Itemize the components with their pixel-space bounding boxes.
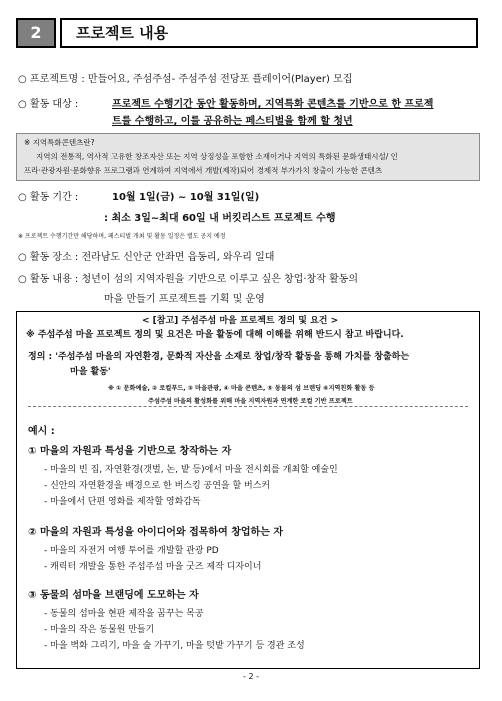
example-item: - 마을의 자전거 여행 투어를 개발할 관광 PD: [44, 546, 219, 556]
section-title: 프로젝트 내용: [60, 18, 478, 48]
definition-sub-line-2: 주섬주섬 마을의 활성화를 위해 마을 지역자원과 연계한 로컬 기반 프로젝트: [148, 398, 353, 405]
definition-line-2: 마을 활동': [70, 367, 111, 377]
examples-label: 예시 :: [28, 426, 55, 437]
note-title: ※ 지역특화콘텐츠란?: [24, 138, 95, 147]
example-group-heading: ① 마을의 자원과 특성을 기반으로 창작하는 자: [28, 446, 232, 457]
example-item: - 마을 벽화 그리기, 마을 숲 가꾸기, 마을 텃밭 가꾸기 등 경관 조성: [44, 641, 305, 651]
period-note: ※ 프로젝트 수행기간만 해당하며, 페스티벌 개최 및 활동 일정은 별도 공지 예정: [18, 233, 226, 240]
activity-place: ○ 활동 장소 : 전라남도 신안군 안좌면 읍동리, 와우리 일대: [18, 252, 275, 263]
activity-content-line-2: 마을 만들기 프로젝트를 기획 및 운영: [104, 294, 265, 305]
example-item: - 마을의 빈 집, 자연환경(갯벌, 논, 밭 등)에서 마을 전시회를 개최할 예술인: [44, 465, 338, 475]
example-item: - 동물의 섬마을 현판 제작을 꿈꾸는 목공: [44, 609, 204, 619]
project-name: ○ 프로젝트명 : 만들어요, 주섬주섬- 주섬주섬 전당포 플레이어(Player) 모집: [18, 74, 353, 85]
note-line-2: 프라·관광자원·문화향유 프로그램과 연계하여 지역에서 개발(제작)되어 경제적 부가가치 창출이 가능한 콘텐츠: [24, 166, 383, 175]
target-line-2: 트를 수행하고, 이를 공유하는 페스티벌을 함께 할 청년: [112, 116, 353, 127]
target-label: ○ 활동 대상 :: [18, 99, 79, 110]
period-label: ○ 활동 기간 :: [18, 192, 79, 203]
section-header: [16, 18, 478, 48]
definition-line-1: 정의 : '주섬주섬 마을의 자연환경, 문화적 자산을 소재로 창업/창작 활동을 통해 가치를 창출하는: [28, 352, 410, 362]
example-item: - 캐릭터 개발을 통한 주섬주섬 마을 굿즈 제작 디자이너: [44, 562, 262, 572]
example-item: - 마을의 작은 동물원 만들기: [44, 625, 155, 635]
reference-title: < [참고] 주섬주섬 마을 프로젝트 정의 및 요건 >: [142, 316, 339, 326]
reference-notice: ※ 주섬주섬 마을 프로젝트 정의 및 요건은 마을 활동에 대해 이해를 위해 반드시 참고 바랍니다.: [26, 330, 404, 340]
section-number: 2: [16, 18, 56, 48]
definition-sub-line-1: ※ ① 문화예술, ② 로컬푸드, ③ 마을관광, ④ 마을 콘텐츠, ⑤ 동물의 섬 브랜딩 ⑥지역친화 활동 등: [108, 385, 375, 392]
activity-content-line-1: ○ 활동 내용 : 청년이 섬의 지역자원을 기반으로 이루고 싶은 창업·창작 활동의: [18, 274, 359, 285]
target-line-1: 프로젝트 수행기간 동안 활동하며, 지역특화 콘텐츠를 기반으로 한 프로젝: [112, 99, 434, 110]
period-dates: 10월 1일(금) ~ 10월 31일(일): [112, 192, 260, 203]
divider: [28, 406, 468, 407]
example-item: - 신안의 자연환경을 배경으로 한 버스킹 공연을 할 버스커: [44, 481, 271, 491]
period-duration: : 최소 3일~최대 60일 내 버킷리스트 프로젝트 수행: [104, 213, 336, 224]
example-item: - 마을에서 단편 영화를 제작할 영화감독: [44, 497, 201, 507]
note-line-1: 지역의 전통적, 역사적 고유한 창조자산 또는 지역 상징성을 포함한 소재이거나 지역의 특화된 문화생태시설/ 인: [36, 152, 398, 161]
example-group-heading: ② 마을의 자원과 특성을 아이디어와 접목하여 창업하는 자: [28, 527, 284, 538]
example-group-heading: ③ 동물의 섬마을 브랜딩에 도모하는 자: [28, 590, 199, 601]
page-number: - 2 -: [243, 672, 259, 681]
